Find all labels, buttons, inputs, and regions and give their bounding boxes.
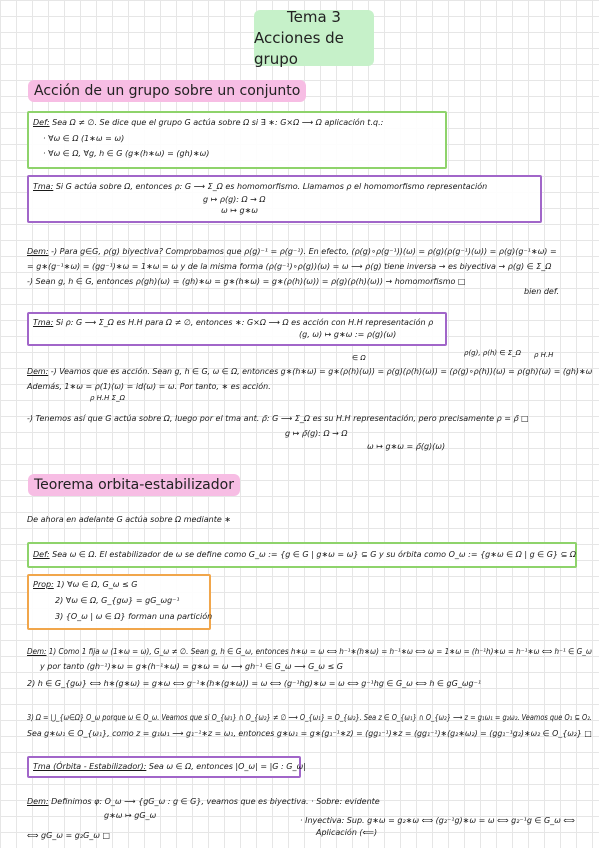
definition-2-line-1: Sea ω ∈ Ω. El estabilizador de ω se define como G_ω := {g ∈ G | g∗ω = ω} ⊆ G y su órbita como O_ω := {g∗ω ∈ Ω | g ∈ G} ⊆ Ω xyxy=(52,550,576,559)
proof-2-line-4: g ↦ ρ̃(g): Ω → Ω xyxy=(285,429,348,438)
section-heading-orbita: Teorema orbita-estabilizador xyxy=(28,474,240,496)
proof-2-line-1: -) Veamos que es acción. Sean g, h ∈ G, ω ∈ Ω, entonces g∗(h∗ω) = g∗(ρ(h)(ω)) = ρ(g)(ρ(h)(ω)) = (ρ(g)∘ρ(h))(ω) = ρ(gh)(ω) = (gh)∗ω xyxy=(50,367,593,376)
definition-box-accion xyxy=(27,111,447,169)
theorem-2-label: Tma: xyxy=(33,318,54,327)
proof-3-label: Dem: xyxy=(27,647,47,656)
proof-4-line-4: ⟺ gG_ω = g₂G_ω □ xyxy=(27,831,111,840)
theorem-box-representacion xyxy=(27,312,447,346)
proof-2-note-4: ρ H.H Σ_Ω xyxy=(90,394,125,402)
proof-2-line-5: ω ↦ g∗ω = ρ̃(g)(ω) xyxy=(367,442,446,451)
theorem-line-2: g ↦ ρ(g): Ω → Ω xyxy=(203,195,266,204)
theorem-3-line-1: Sea ω ∈ Ω, entonces |O_ω| = |G : G_ω| xyxy=(148,762,306,771)
definition-box-estabilizador xyxy=(27,542,577,568)
definition-line-3: · ∀ω ∈ Ω, ∀g, h ∈ G (g∗(h∗ω) = (gh)∗ω) xyxy=(43,149,210,158)
theorem-2-line-1: Si ρ: G ⟶ Σ_Ω es H.H para Ω ≠ ∅, entonces ∗: G×Ω ⟶ Ω es acción con H.H representación ρ xyxy=(55,318,434,327)
proof-4-line-2: g∗ω ↦ gG_ω xyxy=(104,811,157,820)
theorem-3-label: Tma (Órbita - Estabilizador): xyxy=(33,762,147,771)
proof-4-line-5: Aplicación (⟸) xyxy=(316,828,378,837)
title-line-1: Tema 3 xyxy=(287,7,341,26)
proof-2-line-2: Además, 1∗ω = ρ(1)(ω) = id(ω) = ω. Por tanto, ∗ es acción. xyxy=(27,382,271,391)
proof-2-line-3: -) Tenemos así que G actúa sobre Ω, luego por el tma ant. ρ̃: G ⟶ Σ_Ω es su H.H representación, pero precisamente ρ = ρ̃ □ xyxy=(27,414,529,423)
proof-2-note-1: ∈ Ω xyxy=(352,354,366,362)
proof-3-line-5: Sea g∗ω₁ ∈ O_{ω₁}, como z = g₁ω₁ ⟶ g₁⁻¹∗z = ω₁, entonces g∗ω₁ = g∗(g₁⁻¹∗z) = (gg₁⁻¹)∗z = (gg₁⁻¹)∗(g₂∗ω₂) = (gg₁⁻¹g₂)∗ω₂ ∈ O_{ω₂} □ xyxy=(27,729,592,738)
proof-2-note-3: ρ H.H xyxy=(534,351,554,359)
theorem-2-line-2: (g, ω) ↦ g∗ω := ρ(g)(ω) xyxy=(299,330,397,339)
proof-label: Dem: xyxy=(27,247,49,256)
definition-label: Def: xyxy=(33,118,50,127)
section-heading-accion: Acción de un grupo sobre un conjunto xyxy=(28,80,306,102)
proof-3-line-1: 1) Como 1 fija ω (1∗ω = ω), G_ω ≠ ∅. Sean g, h ∈ G_ω, entonces h∗ω = ω ⟺ h⁻¹∗(h∗ω) = h⁻¹∗ω ⟺ ω = 1∗ω = (h⁻¹h)∗ω = h⁻¹∗ω ⟺ h⁻¹ ∈ G_ω xyxy=(48,647,592,656)
theorem-label: Tma: xyxy=(33,182,54,191)
proposition-box xyxy=(27,574,211,630)
proof-1-note: bien def. xyxy=(524,287,560,296)
proof-4-line-3: · Inyectiva: Sup. g∗ω = g₂∗ω ⟺ (g₂⁻¹g)∗ω = ω ⟺ g₂⁻¹g ∈ G_ω ⟺ xyxy=(300,816,575,825)
title-box xyxy=(254,7,374,68)
proof-3-line-2: y por tanto (gh⁻¹)∗ω = g∗(h⁻¹∗ω) = g∗ω = ω ⟶ gh⁻¹ ∈ G_ω ⟶ G_ω ≤ G xyxy=(40,662,343,671)
proof-3-line-4: 3) Ω = ⋃_{ω∈Ω} O_ω porque ω ∈ O_ω. Veamos que si O_{ω₁} ∩ O_{ω₂} ≠ ∅ ⟶ O_{ω₁} = O_{ω₂}. Sea z ∈ O_{ω₁} ∩ O_{ω₂} ⟶ z = g₁ω₁ = g₂ω₂. Veamos que O₁ ⊆ O₂. xyxy=(27,713,592,722)
proof-3-line-3: 2) h ∈ G_{gω} ⟺ h∗(g∗ω) = g∗ω ⟺ g⁻¹∗(h∗(g∗ω)) = ω ⟺ (g⁻¹hg)∗ω = ω ⟺ g⁻¹hg ∈ G_ω ⟺ h ∈ gG_ωg⁻¹ xyxy=(27,679,482,688)
proposition-line-1: 1) ∀ω ∈ Ω, G_ω ≤ G xyxy=(56,580,138,589)
proof-1-line-3: -) Sean g, h ∈ G, entonces ρ(gh)(ω) = (gh)∗ω = g∗(h∗ω) = g∗(ρ(h)(ω)) = ρ(g)(ρ(h)(ω)) → homomorfismo □ xyxy=(27,277,466,286)
theorem-box-homomorfismo xyxy=(27,175,542,223)
definition-line-2: · ∀ω ∈ Ω (1∗ω = ω) xyxy=(43,134,125,143)
theorem-line-3: ω ↦ g∗ω xyxy=(221,206,258,215)
proof-4-line-1: Definimos φ: O_ω ⟶ {gG_ω : g ∈ G}, veamos que es biyectiva. · Sobre: evidente xyxy=(51,797,380,806)
proof-2-note-2: ρ(g), ρ(h) ∈ Σ_Ω xyxy=(464,349,521,357)
theorem-line-1: Si G actúa sobre Ω, entonces ρ: G ⟶ Σ_Ω es homomorfismo. Llamamos ρ el homomorfismo representación xyxy=(55,182,488,191)
theorem-box-orbita-estabilizador xyxy=(27,756,306,778)
proposition-label: Prop: xyxy=(33,580,54,589)
proof-1-line-2: = g∗(g⁻¹∗ω) = (gg⁻¹)∗ω = 1∗ω = ω y de la misma forma (ρ(g⁻¹)∘ρ(g))(ω) = ω ⟶ ρ(g) tiene inversa → es biyectiva → ρ(g) ∈ Σ_Ω xyxy=(27,262,552,271)
title-line-2: Acciones de grupo xyxy=(254,28,344,68)
proof-2-label: Dem: xyxy=(27,367,49,376)
proof-1-line-1: -) Para g∈G, ρ(g) biyectiva? Comprobamos que ρ(g)⁻¹ = ρ(g⁻¹). En efecto, (ρ(g)∘ρ(g⁻¹))(ω) = ρ(g)(ρ(g⁻¹)(ω)) = ρ(g)(g⁻¹∗ω) = xyxy=(51,247,557,256)
proposition-line-2: 2) ∀ω ∈ Ω, G_{gω} = gG_ωg⁻¹ xyxy=(55,596,180,605)
definition-line-1: Sea Ω ≠ ∅. Se dice que el grupo G actúa sobre Ω si ∃ ∗: G×Ω ⟶ Ω aplicación t.q.: xyxy=(52,118,384,127)
proof-4-label: Dem: xyxy=(27,797,49,806)
proposition-line-3: 3) {O_ω | ω ∈ Ω} forman una partición xyxy=(55,612,213,621)
definition-2-label: Def: xyxy=(33,550,50,559)
section-2-intro: De ahora en adelante G actúa sobre Ω mediante ∗ xyxy=(27,515,231,524)
